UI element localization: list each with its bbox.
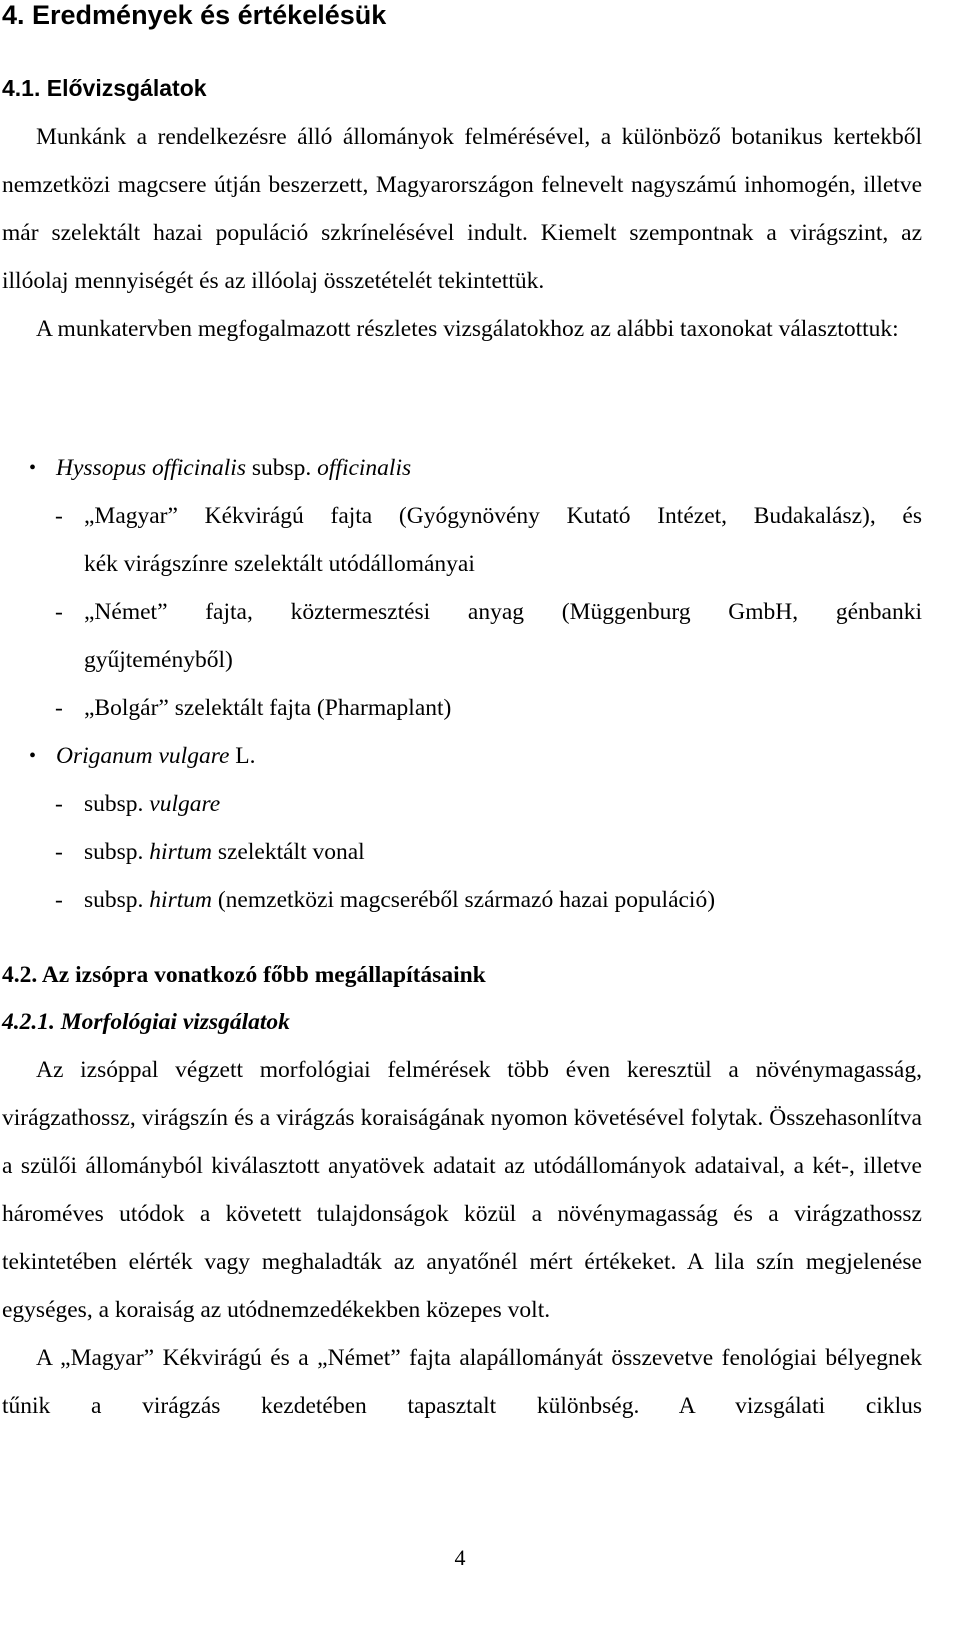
paragraph: Munkánk a rendelkezésre álló állományok felmérésével, a különböző botanikus kertekből nemzetközi magcsere útján beszerzett, Magyarországon felnevelt nagyszámú inhomogén, illetve már szelektált hazai populáció szkrínelésével indult. Kiemelt szempontnak a virágszint, az illóolaj mennyiségét és az illóolaj összetételét tekintettük. bbox=[2, 124, 922, 294]
list-item bbox=[2, 876, 922, 924]
infraspecies-name: hirtum bbox=[149, 839, 212, 865]
list-item bbox=[2, 492, 922, 588]
list-item-hyssopus bbox=[2, 444, 922, 492]
chapter-heading: 4. Eredmények és értékelésük bbox=[2, 0, 387, 30]
dash-marker: - bbox=[55, 695, 63, 721]
list-item-line: kék virágszínre szelektált utódállományai bbox=[84, 551, 475, 577]
infraspecies-name: officinalis bbox=[317, 455, 412, 481]
infraspecies-name: hirtum bbox=[149, 887, 212, 913]
dash-marker: - bbox=[55, 503, 63, 529]
rank-text: subsp. bbox=[84, 839, 150, 865]
species-name: Origanum vulgare bbox=[56, 743, 230, 769]
list-item-origanum bbox=[2, 732, 922, 780]
list-item-line: „Német” fajta, köztermesztési anyag (Müggenburg GmbH, génbanki bbox=[84, 599, 922, 625]
infraspecies-name: vulgare bbox=[149, 791, 221, 817]
rank-text: subsp. bbox=[245, 455, 318, 481]
list-item-line: „Magyar” Kékvirágú fajta (Gyógynövény Kutató Intézet, Budakalász), és bbox=[84, 503, 922, 529]
paragraph: A munkatervben megfogalmazott részletes vizsgálatokhoz az alábbi taxonokat választottuk: bbox=[36, 316, 899, 342]
paragraph: Az izsóppal végzett morfológiai felmérések több éven keresztül a növénymagasság, virágzathossz, virágszín és a virágzás koraiságának nyomon követésével folytak. Összehasonlítva a szülői állományból kiválasztott anyatövek adatait az utódállományok adataival, a két-, illetve hároméves utódok a követett tulajdonságok közül a növénymagasság és a virágzathossz tekintetében elérték vagy meghaladták az anyatőnél mért értékeket. A lila szín megjelenése egységes, a koraiság az utódnemzedékekben közepes volt. bbox=[2, 1057, 922, 1323]
list-item bbox=[2, 828, 922, 876]
dash-marker: - bbox=[55, 599, 63, 625]
taxa-list bbox=[2, 444, 922, 924]
subsection-title-4-2-1: 4.2.1. Morfológiai vizsgálatok bbox=[2, 1009, 290, 1035]
rank-text: subsp. bbox=[84, 887, 150, 913]
list-item bbox=[2, 684, 922, 732]
list-item-line: „Bolgár” szelektált fajta (Pharmaplant) bbox=[84, 695, 452, 721]
rank-text: subsp. bbox=[84, 791, 150, 817]
list-item bbox=[2, 780, 922, 828]
page-number: 4 bbox=[454, 1545, 466, 1570]
item-suffix: (nemzetközi magcseréből származó hazai populáció) bbox=[211, 887, 716, 913]
section-title-4-2: 4.2. Az izsópra vonatkozó főbb megállapításaink bbox=[2, 962, 486, 988]
paragraph: A „Magyar” Kékvirágú és a „Német” fajta alapállományát összevetve fenológiai bélyegnek tűnik a virágzás kezdetében tapasztalt különbség. A vizsgálati ciklus bbox=[2, 1345, 922, 1419]
list-item bbox=[2, 588, 922, 684]
section-4-1-text bbox=[2, 113, 922, 353]
dash-marker: - bbox=[55, 887, 63, 913]
dash-marker: - bbox=[55, 839, 63, 865]
species-name: Hyssopus officinalis bbox=[56, 455, 246, 481]
list-item-line: gyűjteményből) bbox=[84, 647, 233, 673]
dash-marker: - bbox=[55, 791, 63, 817]
section-title-4-1: 4.1. Elővizsgálatok bbox=[2, 75, 207, 101]
section-4-2-text bbox=[2, 1046, 922, 1430]
item-suffix: szelektált vonal bbox=[211, 839, 365, 865]
rank-text: L. bbox=[229, 743, 256, 769]
